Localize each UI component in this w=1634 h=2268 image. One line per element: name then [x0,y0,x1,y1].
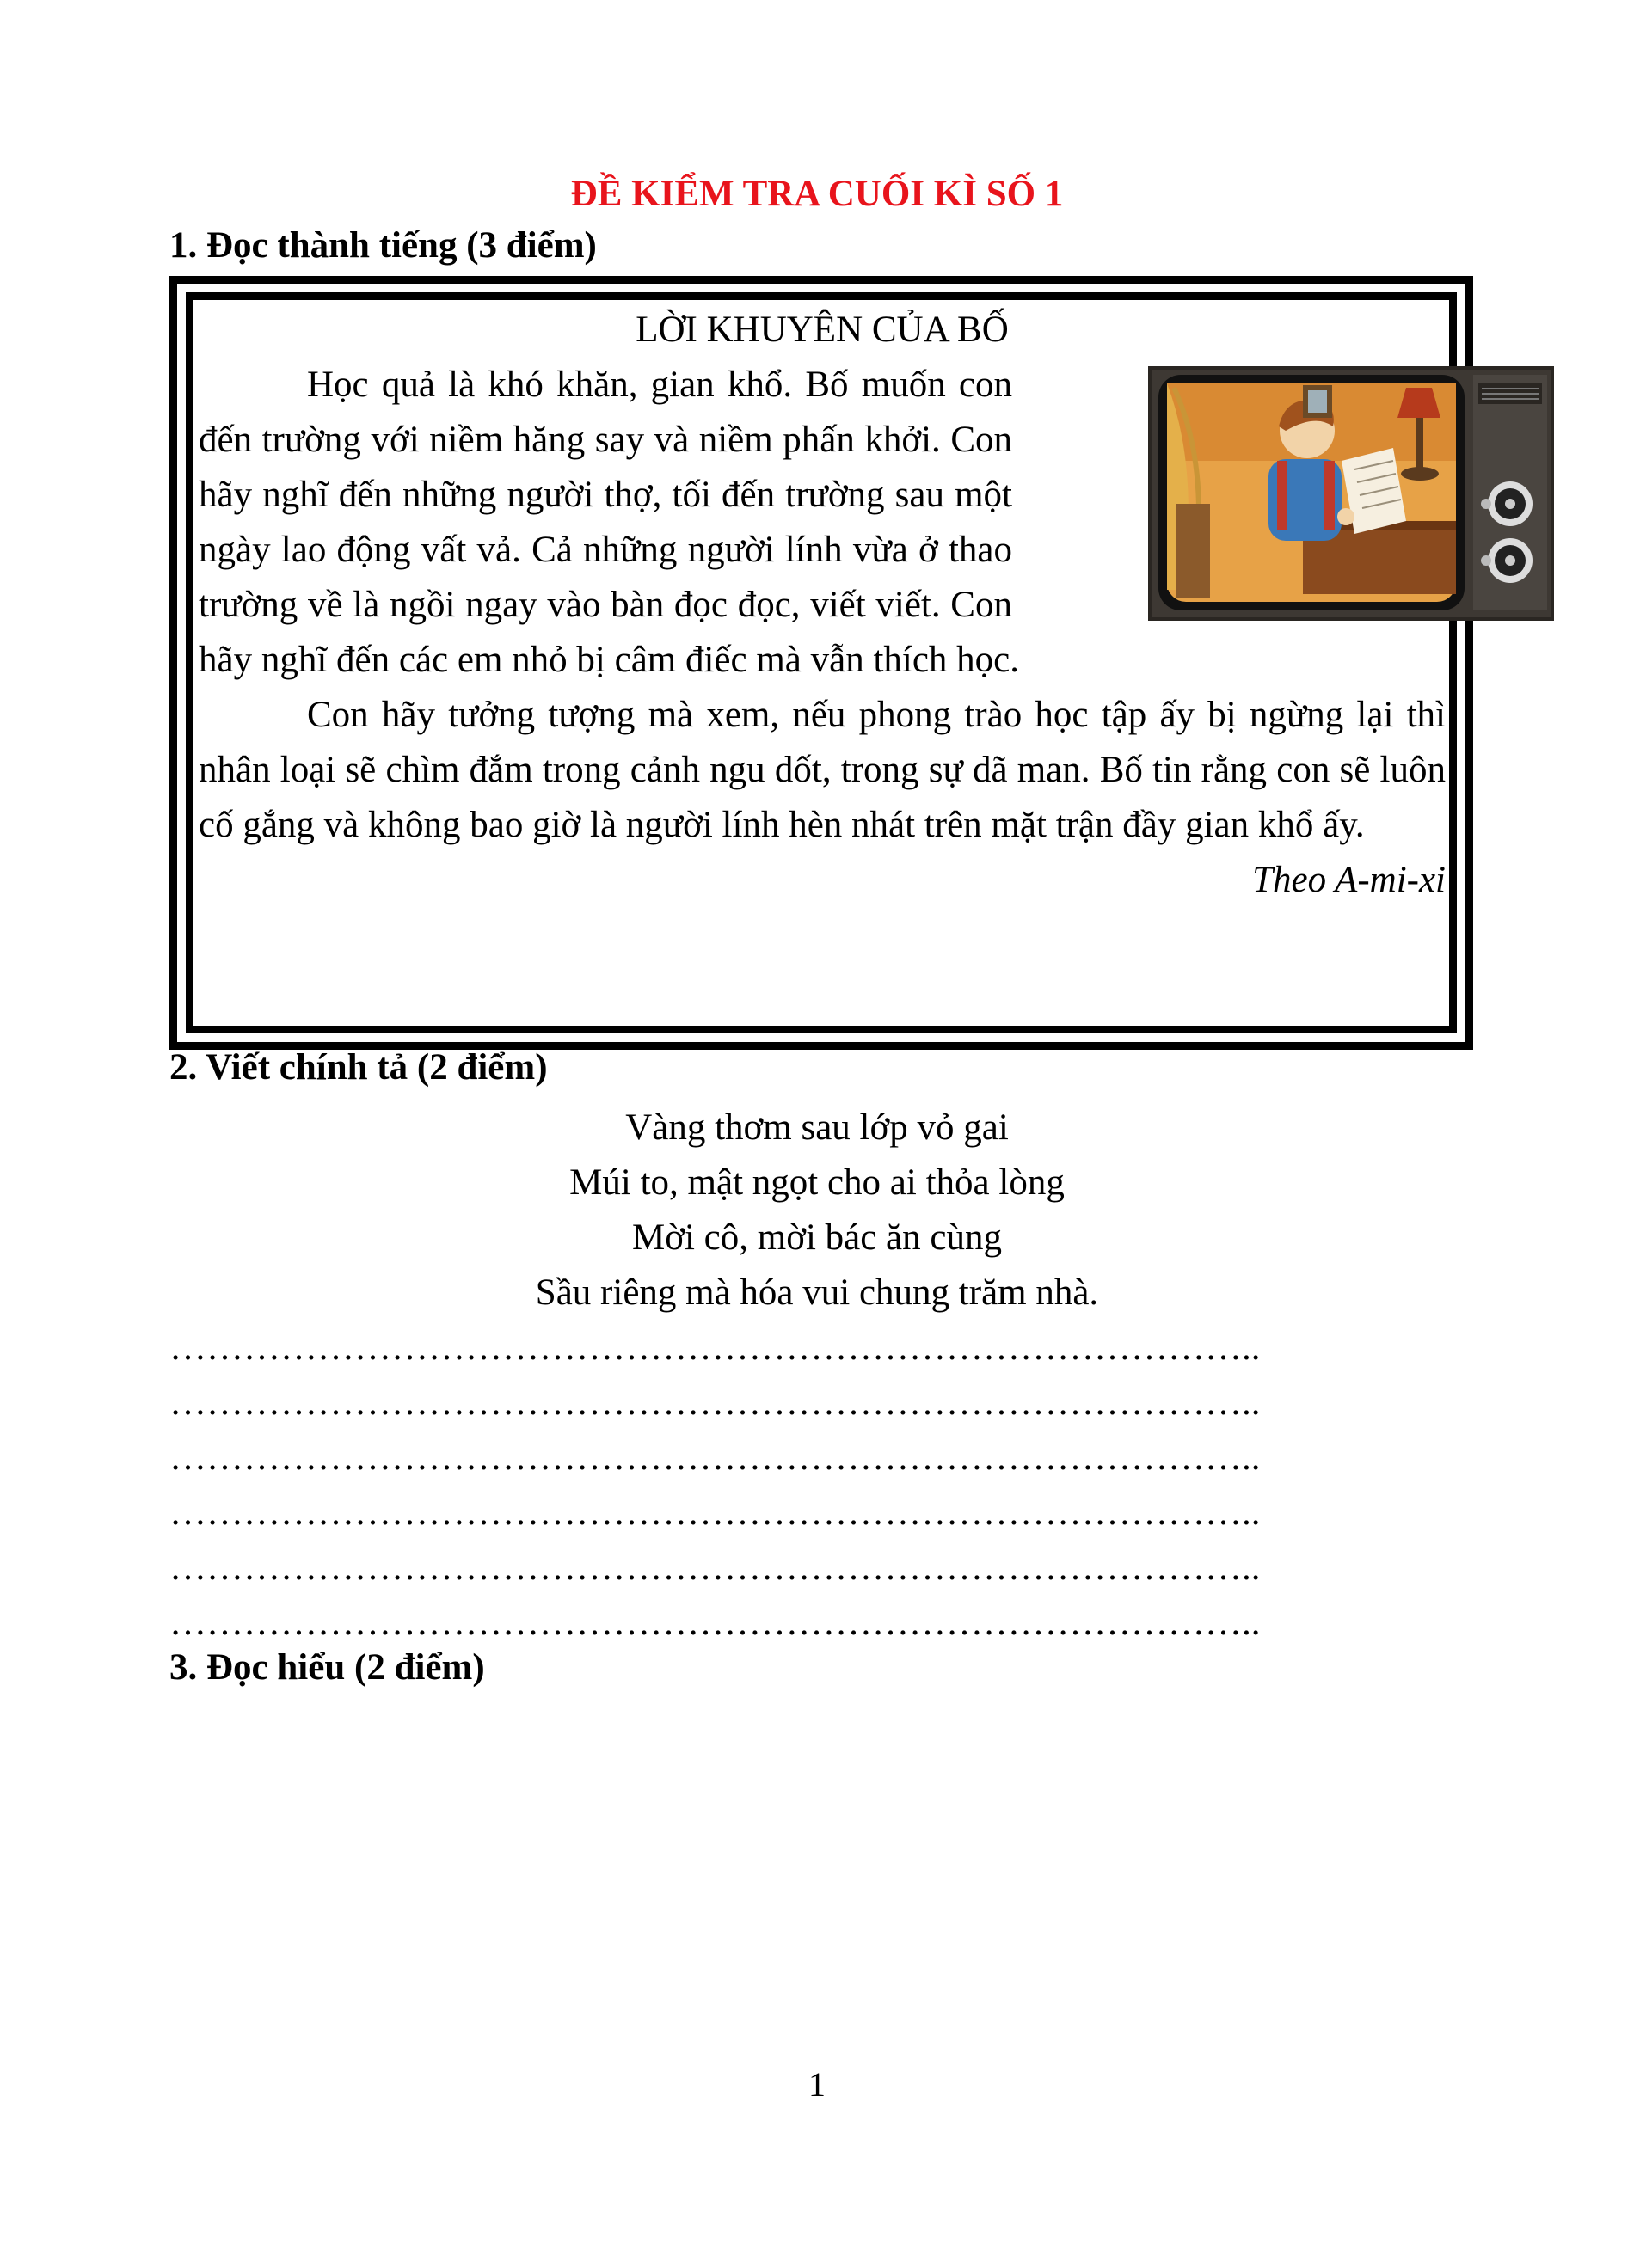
poem-line: Vàng thơm sau lớp vỏ gai [625,1107,1009,1148]
answer-line[interactable]: …………………………………………………………………………….. [169,1437,1261,1478]
story-source: Theo A-mi-xi [1252,860,1446,900]
reading-passage [199,303,1446,908]
section-3-heading: 3. Đọc hiểu (2 điểm) [169,1647,485,1688]
answer-lines [169,1321,1465,1651]
story-paragraph-2: Con hãy tưởng tượng mà xem, nếu phong trào học tập ấy bị ngừng lại thì nhân loại sẽ chìm đắm trong cảnh ngu dốt, trong sự dã man. Bố tin rằng con sẽ luôn cố gắng và không bao giờ là người lính hèn nhát trên mặt trận đầy gian khổ ấy. [199,695,1446,845]
document-title: ĐỀ KIỂM TRA CUỐI KÌ SỐ 1 [570,174,1064,214]
tv-boy-reading-illustration [1040,366,1446,621]
answer-line[interactable]: …………………………………………………………………………….. [169,1548,1261,1588]
story-paragraph-1-text: Học quả là khó khăn, gian khổ. Bố muốn con đến trường với niềm hăng say và niềm phấn khởi. Con hãy nghĩ đến những người thợ, tối đến trường sau một ngày lao động vất vả. Cả những người lính vừa ở thao trường về là ngồi ngay vào bàn đọc đọc, viết viết. Con hãy nghĩ đến các em nhỏ bị câm điếc mà vẫn thích học. [199,365,1020,680]
answer-line[interactable]: …………………………………………………………………………….. [169,1603,1261,1643]
answer-line[interactable]: …………………………………………………………………………….. [169,1327,1261,1368]
poem-line: Múi to, mật ngọt cho ai thỏa lòng [569,1162,1065,1203]
page-number: 1 [808,2065,826,2104]
story-paragraph-1 [199,358,1446,688]
dictation-poem [169,1100,1465,1321]
answer-line[interactable]: …………………………………………………………………………….. [169,1493,1261,1533]
story-title: LỜI KHUYÊN CỦA BỐ [636,310,1009,350]
poem-line: Sầu riêng mà hóa vui chung trăm nhà. [535,1272,1099,1313]
section-2-heading: 2. Viết chính tả (2 điểm) [169,1047,548,1088]
section-1-heading: 1. Đọc thành tiếng (3 điểm) [169,225,597,266]
answer-line[interactable]: …………………………………………………………………………….. [169,1382,1261,1423]
poem-line: Mời cô, mời bác ăn cùng [632,1217,1002,1258]
